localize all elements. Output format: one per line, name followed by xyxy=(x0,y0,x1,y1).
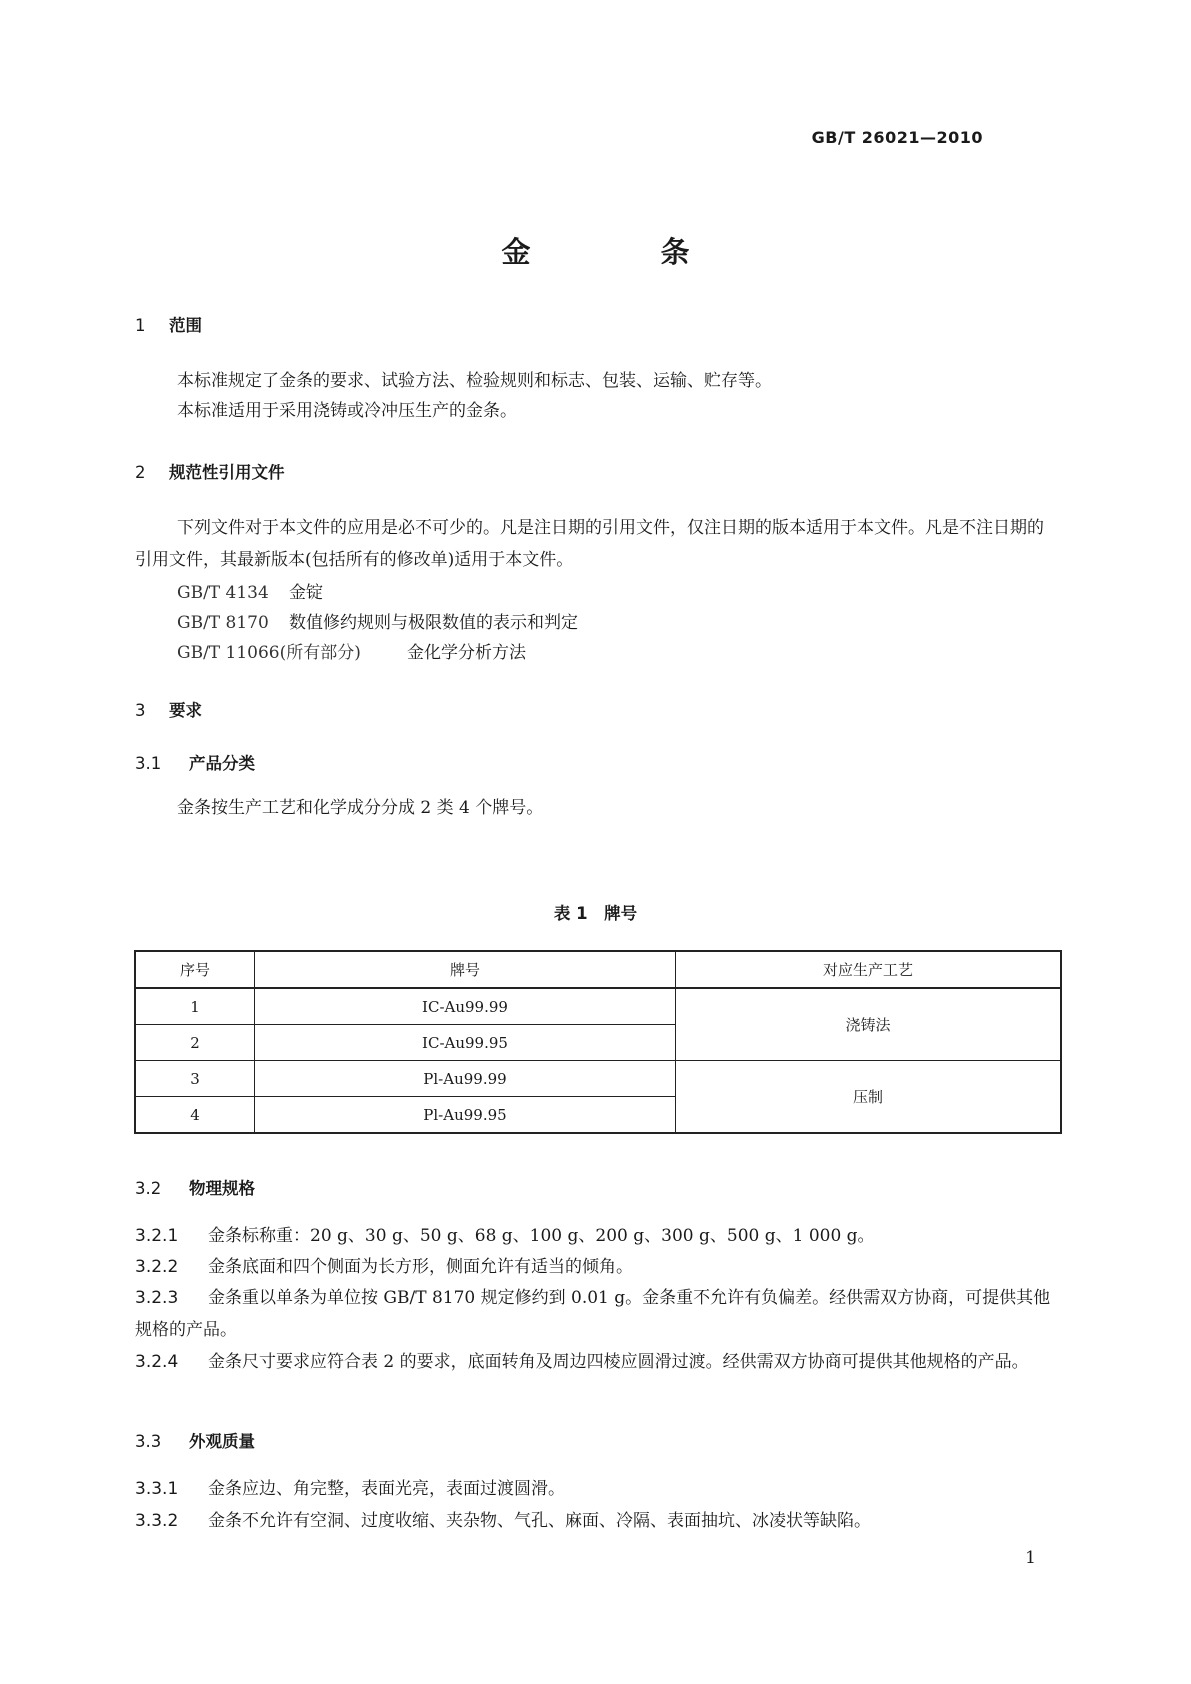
reference-item xyxy=(177,578,323,603)
clause-3-3-2 xyxy=(135,1505,1061,1537)
table-header-cell: 序号 xyxy=(135,951,255,988)
table-header-cell: 牌号 xyxy=(255,951,676,988)
clause-number: 3.3.2 xyxy=(135,1511,179,1531)
section-number: 2 xyxy=(135,463,146,482)
reference-item xyxy=(177,608,578,633)
scope-paragraph-1: 本标准规定了金条的要求、试验方法、检验规则和标志、包装、运输、贮存等。 xyxy=(177,371,772,391)
document-title: 金 条 xyxy=(501,235,690,269)
table-cell-process: 压制 xyxy=(676,1061,1062,1134)
clause-text: 金条应边、角完整，表面光亮，表面过渡圆滑。 xyxy=(208,1479,565,1499)
table-cell-grade: IC-Au99.99 xyxy=(255,988,676,1025)
section-title: 范围 xyxy=(169,316,202,335)
section-title: 要求 xyxy=(169,701,202,720)
classification-paragraph: 金条按生产工艺和化学成分分成 2 类 4 个牌号。 xyxy=(177,798,544,818)
section-number: 3.3 xyxy=(135,1432,162,1451)
clause-3-2-4 xyxy=(135,1346,1061,1378)
section-number: 3 xyxy=(135,701,146,720)
clause-text: 金条标称重：20 g、30 g、50 g、68 g、100 g、200 g、300 g、500 g、1 000 g。 xyxy=(208,1226,875,1246)
section-title: 物理规格 xyxy=(189,1179,255,1198)
reference-title: 金锭 xyxy=(289,583,323,603)
grade-table xyxy=(134,950,1062,1134)
clause-number: 3.2.3 xyxy=(135,1288,179,1308)
section-heading-3-1 xyxy=(135,750,255,774)
clause-number: 3.2.2 xyxy=(135,1257,179,1277)
section-title: 外观质量 xyxy=(189,1432,255,1451)
table-cell-grade: Pl-Au99.99 xyxy=(255,1061,676,1097)
table-cell-no: 3 xyxy=(135,1061,255,1097)
section-number: 3.1 xyxy=(135,754,162,773)
section-heading-3-2 xyxy=(135,1175,255,1199)
table-cell-no: 2 xyxy=(135,1025,255,1061)
section-title: 产品分类 xyxy=(189,754,255,773)
scope-paragraph-2: 本标准适用于采用浇铸或冷冲压生产的金条。 xyxy=(177,401,517,421)
clause-3-2-1 xyxy=(135,1220,1061,1252)
section-heading-3-3 xyxy=(135,1428,255,1452)
section-heading-1 xyxy=(135,312,202,336)
reference-code: GB/T 11066(所有部分) xyxy=(177,643,361,663)
reference-title: 数值修约规则与极限数值的表示和判定 xyxy=(289,613,578,633)
reference-item xyxy=(177,638,526,663)
clause-text: 金条底面和四个侧面为长方形，侧面允许有适当的倾角。 xyxy=(208,1257,633,1277)
table-cell-no: 1 xyxy=(135,988,255,1025)
clause-text: 金条不允许有空洞、过度收缩、夹杂物、气孔、麻面、冷隔、表面抽坑、冰凌状等缺陷。 xyxy=(208,1511,871,1531)
clause-number: 3.2.1 xyxy=(135,1226,179,1246)
clause-number: 3.3.1 xyxy=(135,1479,179,1499)
clause-3-2-2 xyxy=(135,1251,1061,1283)
reference-code: GB/T 8170 xyxy=(177,613,269,633)
clause-text: 金条尺寸要求应符合表 2 的要求，底面转角及周边四棱应圆滑过渡。经供需双方协商可提供其他规格的产品。 xyxy=(208,1352,1029,1372)
clause-text: 金条重以单条为单位按 GB/T 8170 规定修约到 0.01 g。金条重不允许有负偏差。经供需双方协商，可提供其他规格的产品。 xyxy=(135,1288,1051,1340)
table-caption: 表 1 牌号 xyxy=(553,904,638,923)
table-row xyxy=(135,1061,1061,1097)
table-cell-grade: Pl-Au99.95 xyxy=(255,1097,676,1134)
standard-code: GB/T 26021—2010 xyxy=(811,128,983,147)
section-title: 规范性引用文件 xyxy=(169,463,285,482)
page-number: 1 xyxy=(1025,1548,1036,1568)
table-header-cell: 对应生产工艺 xyxy=(676,951,1062,988)
table-cell-no: 4 xyxy=(135,1097,255,1134)
table-cell-grade: IC-Au99.95 xyxy=(255,1025,676,1061)
reference-code: GB/T 4134 xyxy=(177,583,269,603)
section-number: 1 xyxy=(135,316,146,335)
table-header-row xyxy=(135,951,1061,988)
reference-title: 金化学分析方法 xyxy=(407,643,526,663)
table-row xyxy=(135,988,1061,1025)
section-number: 3.2 xyxy=(135,1179,162,1198)
clause-3-2-3 xyxy=(135,1282,1061,1346)
clause-3-3-1 xyxy=(135,1473,1061,1505)
section-heading-3 xyxy=(135,697,202,721)
clause-number: 3.2.4 xyxy=(135,1352,179,1372)
references-intro: 下列文件对于本文件的应用是必不可少的。凡是注日期的引用文件，仅注日期的版本适用于本文件。凡是不注日期的引用文件，其最新版本(包括所有的修改单)适用于本文件。 xyxy=(135,518,1044,570)
table-cell-process: 浇铸法 xyxy=(676,988,1062,1061)
section-heading-2 xyxy=(135,459,285,483)
